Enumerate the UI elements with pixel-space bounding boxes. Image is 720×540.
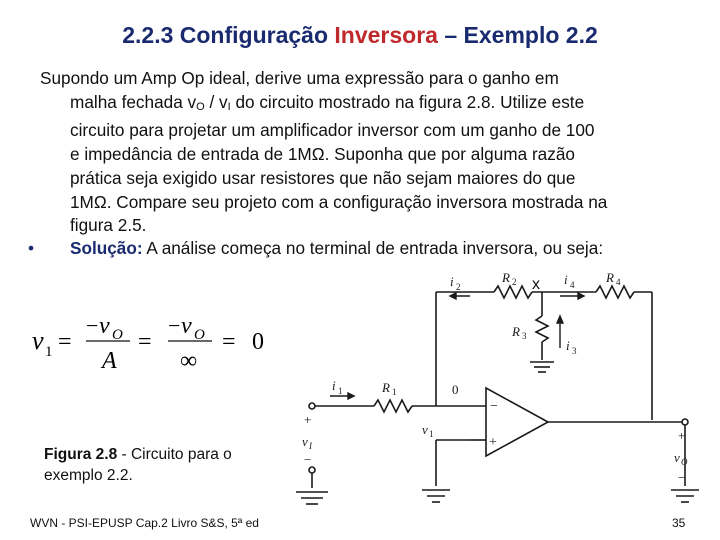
eq-frac1-minus: − xyxy=(86,313,99,338)
input-minus-terminal xyxy=(309,467,315,473)
label-i1: i xyxy=(332,378,336,393)
equation xyxy=(30,308,280,378)
r1-resistor xyxy=(374,400,412,412)
label-r1-sub: 1 xyxy=(392,387,397,397)
eq-frac1-sub: O xyxy=(112,327,123,343)
label-plus-out: + xyxy=(678,428,686,443)
eq-equals-2: = xyxy=(138,329,152,355)
problem-line-1: Supondo um Amp Op ideal, derive uma expressão para o ganho em xyxy=(40,68,559,88)
label-vi: v xyxy=(302,434,308,449)
label-zero-node: 0 xyxy=(452,382,459,397)
label-r1: R xyxy=(382,380,390,395)
problem-line-7: figura 2.5. xyxy=(70,215,147,236)
label-r4: R xyxy=(606,270,614,285)
footer-source: WVN - PSI-EPUSP Cap.2 Livro S&S, 5ª ed xyxy=(30,516,259,530)
output-terminal xyxy=(682,419,688,425)
problem-statement xyxy=(40,67,712,238)
slide-title xyxy=(0,22,720,49)
label-i1-sub: 1 xyxy=(338,386,343,396)
eq-frac1-den: A xyxy=(102,348,117,374)
title-part1: 2.2.3 Configuração xyxy=(122,22,335,48)
problem-line-2-a: malha fechada v xyxy=(70,91,197,112)
label-opamp-plus: + xyxy=(489,435,497,450)
problem-line-2-c: do circuito mostrado na figura 2.8. Utilize este xyxy=(230,91,585,112)
label-v1: v xyxy=(422,422,428,437)
title-accent: Inversora xyxy=(334,22,438,48)
eq-equals-3: = xyxy=(222,329,236,355)
solution-text: A análise começa no terminal de entrada inversora, ou seja: xyxy=(142,238,604,258)
i3-arrow-icon xyxy=(557,316,563,323)
label-vi-sub: I xyxy=(309,441,312,451)
problem-line-3: circuito para projetar um amplificador inversor com um ganho de 100 xyxy=(70,120,595,141)
solution-bullet xyxy=(28,238,718,259)
label-opamp-minus: − xyxy=(490,399,498,414)
eq-rhs: 0 xyxy=(252,329,264,355)
figure-caption xyxy=(44,444,284,486)
label-i2: i xyxy=(450,274,454,289)
problem-line-2-sub-i: I xyxy=(227,100,231,113)
i2-arrow-icon xyxy=(450,293,456,299)
label-i4-sub: 4 xyxy=(570,280,575,290)
label-r2: R xyxy=(502,270,510,285)
ground-icon-output xyxy=(671,490,699,502)
figure-caption-text: - Circuito para o exemplo 2.2. xyxy=(44,446,232,484)
problem-line-5: prática seja exigido usar resistores que não sejam maiores do que xyxy=(70,167,576,188)
label-r3-sub: 3 xyxy=(522,331,527,341)
ground-icon-input xyxy=(296,492,328,504)
eq-equals-1: = xyxy=(58,329,72,355)
label-r3: R xyxy=(512,324,520,339)
r4-resistor xyxy=(596,286,634,298)
label-r2-sub: 2 xyxy=(512,277,517,287)
eq-frac1-var: v xyxy=(99,313,110,339)
ground-icon-non-inverting xyxy=(422,490,450,502)
r2-resistor xyxy=(494,286,532,298)
label-plus-left: + xyxy=(304,412,312,427)
eq-frac2-var: v xyxy=(181,313,192,339)
problem-line-4: e impedância de entrada de 1MΩ. Suponha que por alguma razão xyxy=(70,144,575,165)
bullet-icon: • xyxy=(28,238,35,258)
problem-line-6: 1MΩ. Compare seu projeto com a configuração inversora mostrada na xyxy=(70,191,608,212)
problem-line-2-b: / v xyxy=(204,91,228,112)
page-number: 35 xyxy=(672,516,686,530)
input-plus-terminal xyxy=(309,403,315,409)
eq-frac2-minus: − xyxy=(168,313,181,338)
label-i2-sub: 2 xyxy=(456,282,461,292)
label-minus-out: − xyxy=(678,470,686,485)
label-vo-sub: O xyxy=(681,457,688,467)
label-minus-left: − xyxy=(304,452,312,467)
label-r4-sub: 4 xyxy=(616,277,621,287)
label-vo: v xyxy=(674,450,680,465)
solution-label: Solução: xyxy=(70,238,143,258)
eq-lhs-sub: 1 xyxy=(45,344,53,360)
eq-frac2-sub: O xyxy=(194,327,205,343)
problem-line-2 xyxy=(40,91,712,120)
node-x-label: x xyxy=(532,276,540,293)
figure-caption-label: Figura 2.8 xyxy=(44,446,118,463)
label-i3: i xyxy=(566,338,570,353)
problem-line-2-sub-o: O xyxy=(196,100,205,113)
label-i4: i xyxy=(564,272,568,287)
i4-arrow-icon xyxy=(578,293,584,299)
label-i3-sub: 3 xyxy=(572,346,577,356)
eq-frac2-den: ∞ xyxy=(180,348,198,374)
eq-lhs-var: v xyxy=(32,326,44,355)
circuit-diagram xyxy=(290,270,710,510)
ground-icon-r3 xyxy=(530,362,554,372)
label-v1-sub: 1 xyxy=(429,429,434,439)
title-part2: – Exemplo 2.2 xyxy=(437,22,598,48)
r3-resistor xyxy=(536,316,548,342)
i1-arrow-icon xyxy=(348,393,354,399)
